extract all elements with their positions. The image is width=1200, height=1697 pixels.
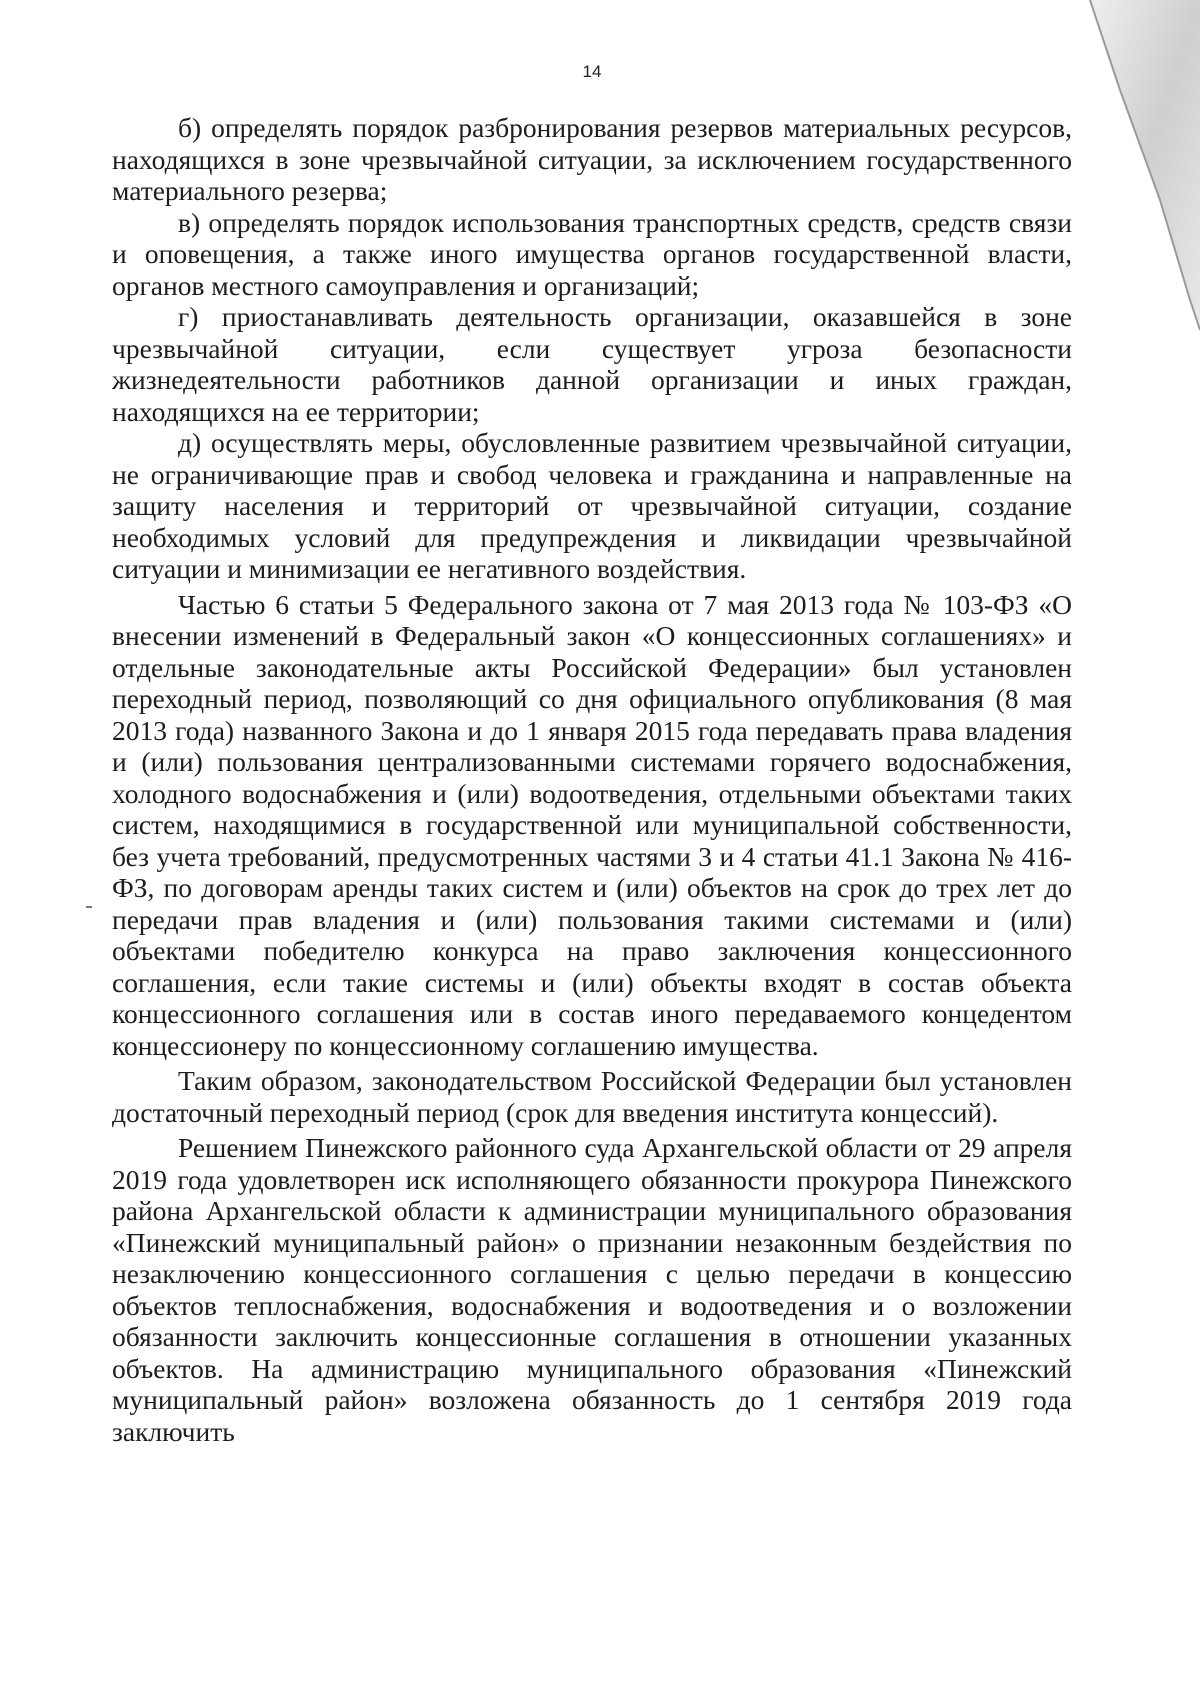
paragraph-item-g: г) приостанавливать деятельность организации, оказавшейся в зоне чрезвычайной ситуации, если существует угроза безопасности жизнедеятельности работников данной организации и иных граждан, находящихся на ее территории; (112, 301, 1072, 427)
page-number: 14 (582, 62, 602, 81)
paragraph-transition-period: Таким образом, законодательством Российской Федерации был установлен достаточный переходный период (срок для введения института концессий). (112, 1065, 1072, 1128)
paragraph-item-b: б) определять порядок разбронирования резервов материальных ресурсов, находящихся в зоне чрезвычайной ситуации, за исключением государственного материального резерва; (112, 112, 1072, 206)
paragraph-item-v: в) определять порядок использования транспортных средств, средств связи и оповещения, а также иного имущества органов государственной власти, органов местного самоуправления и организаций; (112, 206, 1072, 301)
document-body (112, 112, 1072, 1447)
paragraph-court-decision: Решением Пинежского районного суда Архангельской области от 29 апреля 2019 года удовлетворен иск исполняющего обязанности прокурора Пинежского района Архангельской области к администрации муниципального образования «Пинежский муниципальный район» о признании незаконным бездействия по незаключению концессионного соглашения с целью передачи в концессию объектов теплоснабжения, водоснабжения и водоотведения и о возложении обязанности заключить концессионные соглашения в отношении указанных объектов. На администрацию муниципального образования «Пинежский муниципальный район» возложена обязанность до 1 сентября 2019 года заключить (112, 1132, 1072, 1447)
scan-mark (86, 906, 92, 908)
paragraph-law-103: Частью 6 статьи 5 Федерального закона от 7 мая 2013 года № 103-ФЗ «О внесении изменений в Федеральный закон «О концессионных соглашениях» и отдельные законодательные акты Российской Федерации» был установлен переходный период, позволяющий со дня официального опубликования (8 мая 2013 года) названного Закона и до 1 января 2015 года передавать права владения и (или) пользования централизованными системами горячего водоснабжения, холодного водоснабжения и (или) водоотведения, отдельными объектами таких систем, находящимися в государственной или муниципальной собственности, без учета требований, предусмотренных частями 3 и 4 статьи 41.1 Закона № 416-ФЗ, по договорам аренды таких систем и (или) объектов на срок до трех лет до передачи прав владения и (или) пользования такими системами и (или) объектами победителю конкурса на право заключения концессионного соглашения, если такие системы и (или) объекты входят в состав объекта концессионного соглашения или в состав иного передаваемого концедентом концессионеру по концессионному соглашению имущества. (112, 588, 1072, 1061)
paragraph-item-d: д) осуществлять меры, обусловленные развитием чрезвычайной ситуации, не ограничивающие прав и свобод человека и гражданина и направленные на защиту населения и территорий от чрезвычайной ситуации, создание необходимых условий для предупреждения и ликвидации чрезвычайной ситуации и минимизации ее негативного воздействия. (112, 427, 1072, 584)
